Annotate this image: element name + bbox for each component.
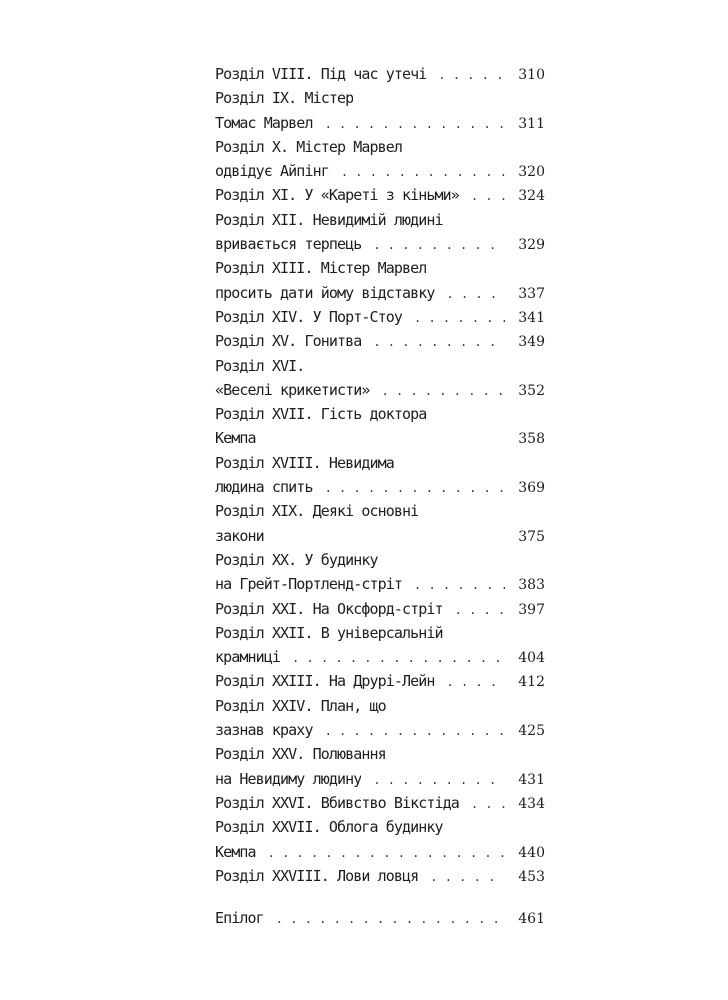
toc-entry-title: Розділ XVI. (215, 356, 305, 375)
dot-leader (447, 282, 505, 306)
dot-leader (414, 306, 505, 330)
toc-line (215, 718, 545, 742)
toc-line (215, 742, 545, 766)
toc-line (215, 159, 545, 183)
toc-entry[interactable] (215, 256, 545, 305)
dot-leader (430, 865, 505, 889)
toc-line (215, 645, 545, 669)
toc-line (215, 111, 545, 135)
toc-line (215, 281, 545, 305)
toc-line (215, 329, 545, 353)
dot-leader (373, 233, 505, 257)
toc-entry-title: Розділ XI. У «Кареті з кіньми» (215, 186, 459, 205)
toc-line (215, 208, 545, 232)
dot-leader (455, 598, 505, 622)
toc-entry-title: Розділ XV. Гонитва (215, 332, 362, 351)
toc-line (215, 499, 545, 523)
toc-entry[interactable] (215, 621, 545, 670)
toc-line (215, 597, 545, 621)
dot-leader (292, 646, 505, 670)
toc-entry[interactable] (215, 864, 545, 888)
toc-entry-title: Епілог (215, 909, 264, 928)
toc-entry-title: Розділ XXIII. На Друрі-Лейн (215, 672, 435, 691)
toc-entry[interactable] (215, 815, 545, 864)
toc-entry-title: Розділ VIII. Під час утечі (215, 65, 427, 83)
toc-entry-title: Розділ XII. Невидимій людині (215, 210, 443, 229)
toc-page-number: 397 (518, 601, 545, 618)
dot-leader (268, 841, 505, 865)
toc-entry-title: Розділ XXVI. Вбивство Вікстіда (215, 793, 459, 812)
toc-entry-title: одвідує Айпінг (215, 162, 329, 181)
toc-entry-title: Розділ XVII. Гість доктора (215, 405, 427, 424)
toc-entry-title: Кемпа (215, 429, 256, 448)
dot-leader (325, 476, 505, 500)
toc-entry[interactable] (215, 183, 545, 207)
toc-entry[interactable] (215, 208, 545, 257)
toc-entry[interactable] (215, 86, 545, 135)
toc-entry-title: людина спить (215, 478, 313, 497)
dot-leader (373, 768, 505, 792)
toc-entry[interactable] (215, 597, 545, 621)
toc-line (215, 402, 545, 426)
toc-line (215, 864, 545, 888)
toc-line (215, 572, 545, 596)
toc-entry[interactable] (215, 669, 545, 693)
toc-page-number: 461 (518, 911, 545, 928)
toc-line (215, 135, 545, 159)
dot-leader (341, 160, 505, 184)
toc-entry-title: Розділ XX. У будинку (215, 550, 378, 569)
toc-line (215, 256, 545, 280)
dot-leader (373, 330, 505, 354)
toc-entry[interactable] (215, 62, 545, 86)
toc-page-number: 310 (518, 67, 545, 83)
toc-entry-title: Розділ XXI. На Оксфорд-стріт (215, 599, 443, 618)
toc-entry-title: на Грейт-Портленд-стріт (215, 575, 403, 594)
toc-line (215, 426, 545, 450)
toc-entry[interactable] (215, 694, 545, 743)
toc-page-number: 320 (518, 164, 545, 181)
dot-leader (414, 573, 505, 597)
dot-leader (438, 63, 505, 87)
toc-entry[interactable] (215, 329, 545, 353)
dot-leader (325, 112, 505, 136)
toc-page-number: 383 (518, 577, 545, 594)
toc-line (215, 621, 545, 645)
toc-entry-title: на Невидиму людину (215, 769, 362, 788)
toc-page-number: 349 (518, 334, 545, 351)
toc-page-number: 369 (518, 480, 545, 497)
toc-page-number: 341 (518, 309, 545, 326)
toc-line (215, 906, 545, 930)
toc-entry[interactable] (215, 402, 545, 451)
toc-entry-title: Розділ XXII. В універсальній (215, 623, 443, 642)
toc-line (215, 815, 545, 839)
toc-entry-title: «Веселі крикетисти» (215, 380, 370, 399)
table-of-contents (215, 62, 545, 930)
toc-line (215, 524, 545, 548)
toc-page-number: 324 (518, 188, 545, 205)
toc-entry-title: Розділ XIV. У Порт-Стоу (215, 307, 403, 326)
toc-entry-title: Кемпа (215, 842, 256, 861)
dot-leader (276, 907, 505, 931)
toc-entry-title: Розділ IX. Містер (215, 89, 354, 108)
toc-entry-title: крамниці (215, 648, 281, 667)
toc-entry[interactable] (215, 135, 545, 184)
dot-leader (325, 719, 505, 743)
toc-line (215, 232, 545, 256)
toc-entry[interactable] (215, 791, 545, 815)
dot-leader (471, 792, 505, 816)
toc-line (215, 475, 545, 499)
toc-line (215, 840, 545, 864)
toc-line (215, 451, 545, 475)
toc-page-number: 425 (518, 723, 545, 740)
toc-line (215, 694, 545, 718)
toc-page-number: 329 (518, 237, 545, 254)
dot-leader (447, 670, 505, 694)
dot-leader (471, 184, 505, 208)
toc-entry-title: Розділ X. Містер Марвел (215, 137, 403, 156)
toc-entry[interactable] (215, 548, 545, 597)
dot-leader (382, 379, 506, 403)
toc-entry-title: Розділ XXIV. План, що (215, 696, 386, 715)
toc-entry-title: Розділ XVIII. Невидима (215, 453, 394, 472)
toc-line (215, 305, 545, 329)
toc-entry[interactable] (215, 354, 545, 403)
toc-page-number: 375 (518, 528, 545, 545)
toc-entry-title: просить дати йому відставку (215, 283, 435, 302)
toc-entry-title: Розділ XXV. Полювання (215, 745, 386, 764)
toc-line (215, 183, 545, 207)
toc-page-number: 311 (518, 115, 545, 132)
toc-entry-title: вривається терпець (215, 235, 362, 254)
toc-entry-title: Томас Марвел (215, 113, 313, 132)
toc-entry[interactable] (215, 499, 545, 548)
toc-page-number: 453 (518, 868, 545, 885)
toc-line (215, 791, 545, 815)
toc-entry-title: Розділ XXVIII. Лови ловця (215, 866, 419, 885)
toc-page-number: 440 (518, 844, 545, 861)
toc-entry-title: зазнав краху (215, 721, 313, 740)
toc-page-number: 412 (518, 674, 545, 691)
toc-line (215, 62, 545, 86)
toc-page-number: 431 (518, 771, 545, 788)
toc-page-number: 352 (518, 382, 545, 399)
toc-line (215, 669, 545, 693)
toc-page-number: 404 (518, 650, 545, 667)
toc-line (215, 548, 545, 572)
toc-entry[interactable] (215, 451, 545, 500)
toc-entry[interactable] (215, 742, 545, 791)
toc-line (215, 354, 545, 378)
toc-line (215, 767, 545, 791)
toc-line (215, 86, 545, 110)
toc-line (215, 378, 545, 402)
toc-epilogue[interactable] (215, 906, 545, 930)
toc-page-number: 358 (518, 431, 545, 448)
toc-entry-title: Розділ XIII. Містер Марвел (215, 259, 427, 278)
toc-entry-title: Розділ XXVII. Облога будинку (215, 818, 443, 837)
toc-entry[interactable] (215, 305, 545, 329)
toc-entry-title: Розділ XIX. Деякі основні (215, 502, 419, 521)
toc-page-number: 434 (518, 795, 545, 812)
toc-page-number: 337 (518, 285, 545, 302)
toc-entry-title: закони (215, 526, 264, 545)
